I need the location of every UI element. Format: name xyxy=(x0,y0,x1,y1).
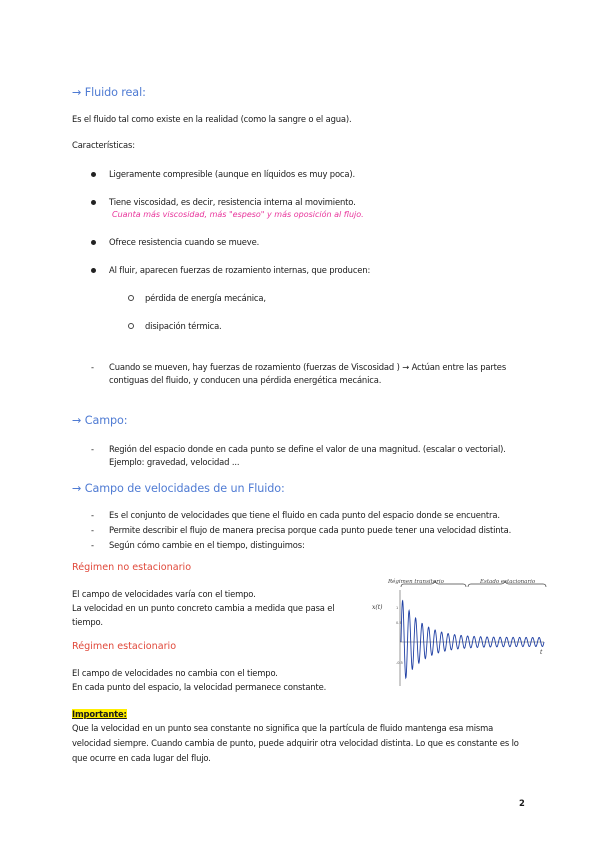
page-number: 2 xyxy=(519,798,525,808)
estacionario-line-1: El campo de velocidades no cambia con el tiempo. xyxy=(72,668,278,678)
bullet-icon xyxy=(91,240,96,245)
campo-vel-item-3: Según cómo cambie en el tiempo, distinguimos: xyxy=(109,540,305,550)
y-tick-label: 0.5 xyxy=(396,621,402,625)
campo-vel-item-2: Permite describir el flujo de manera precisa porque cada punto puede tener una velocidad distinta. xyxy=(109,525,512,535)
y-tick-label: 1 xyxy=(396,606,399,610)
heading-fluido-real: → Fluido real: xyxy=(72,86,146,99)
bullet-viscosidad: Tiene viscosidad, es decir, resistencia interna al movimiento. xyxy=(109,197,356,207)
caracteristicas-label: Características: xyxy=(72,140,135,150)
label-regimen-transitorio: Régimen transitorio xyxy=(388,579,444,585)
label-estado-estacionario: Estado estacionario xyxy=(480,579,536,585)
circle-bullet-icon xyxy=(128,295,134,301)
importante-line-3: que ocurre en cada lugar del flujo. xyxy=(72,753,211,763)
bullet-icon xyxy=(91,172,96,177)
damped-oscillation-figure xyxy=(368,572,554,690)
bullet-rozamiento: Al fluir, aparecen fuerzas de rozamiento internas, que producen: xyxy=(109,265,371,275)
dash-icon: - xyxy=(91,525,95,535)
heading-campo: → Campo: xyxy=(72,414,128,427)
circle-bullet-icon xyxy=(128,323,134,329)
dash-line-rozamiento-2: contiguas del fluido, y conducen una pérdida energética mecánica. xyxy=(109,375,382,385)
dash-icon: - xyxy=(91,444,95,454)
dash-line-rozamiento-1: Cuando se mueven, hay fuerzas de rozamiento (fuerzas de Viscosidad ) → Actúan entre las partes xyxy=(109,362,507,372)
viscosity-note: Cuanta más viscosidad, más "espeso" y más oposición al flujo. xyxy=(112,210,364,219)
heading-regimen-no-estacionario: Régimen no estacionario xyxy=(72,562,192,573)
campo-example: Ejemplo: gravedad, velocidad ... xyxy=(109,457,240,467)
heading-regimen-estacionario: Régimen estacionario xyxy=(72,641,177,652)
dash-icon: - xyxy=(91,510,95,520)
no-estacionario-line-3: tiempo. xyxy=(72,617,103,627)
bullet-icon xyxy=(91,268,96,273)
no-estacionario-line-1: El campo de velocidades varía con el tiempo. xyxy=(72,589,256,599)
importante-highlight: Importante: xyxy=(72,709,127,719)
fluido-real-definition: Es el fluido tal como existe en la realidad (como la sangre o el agua). xyxy=(72,114,352,124)
bullet-compresible: Ligeramente compresible (aunque en líquidos es muy poca). xyxy=(109,169,355,179)
oscillation-curve xyxy=(401,601,544,678)
sub-bullet-energia: pérdida de energía mecánica, xyxy=(145,293,266,303)
dash-icon: - xyxy=(91,362,95,372)
y-tick-label: -0.5 xyxy=(396,661,403,665)
bullet-resistencia: Ofrece resistencia cuando se mueve. xyxy=(109,237,260,247)
importante-line-2: velocidad siempre. Cuando cambia de punto, puede adquirir otra velocidad distinta. Lo que es constante es lo xyxy=(72,738,519,748)
importante-line-1: Que la velocidad en un punto sea constante no significa que la partícula de fluido mantenga esa misma xyxy=(72,723,494,733)
dash-icon: - xyxy=(91,540,95,550)
sub-bullet-disipacion: disipación térmica. xyxy=(145,321,222,331)
heading-campo-velocidades: → Campo de velocidades de un Fluido: xyxy=(72,482,285,495)
bullet-icon xyxy=(91,200,96,205)
estacionario-line-2: En cada punto del espacio, la velocidad permanece constante. xyxy=(72,682,327,692)
no-estacionario-line-2: La velocidad en un punto concreto cambia a medida que pasa el xyxy=(72,603,335,613)
campo-definition: Región del espacio donde en cada punto se define el valor de una magnitud. (escalar o vectorial). xyxy=(109,444,506,454)
importante-label xyxy=(72,708,127,720)
campo-vel-item-1: Es el conjunto de velocidades que tiene el fluido en cada punto del espacio donde se encuentra. xyxy=(109,510,500,520)
x-axis-label: t xyxy=(540,649,543,656)
y-axis-label: x(t) xyxy=(372,604,383,611)
